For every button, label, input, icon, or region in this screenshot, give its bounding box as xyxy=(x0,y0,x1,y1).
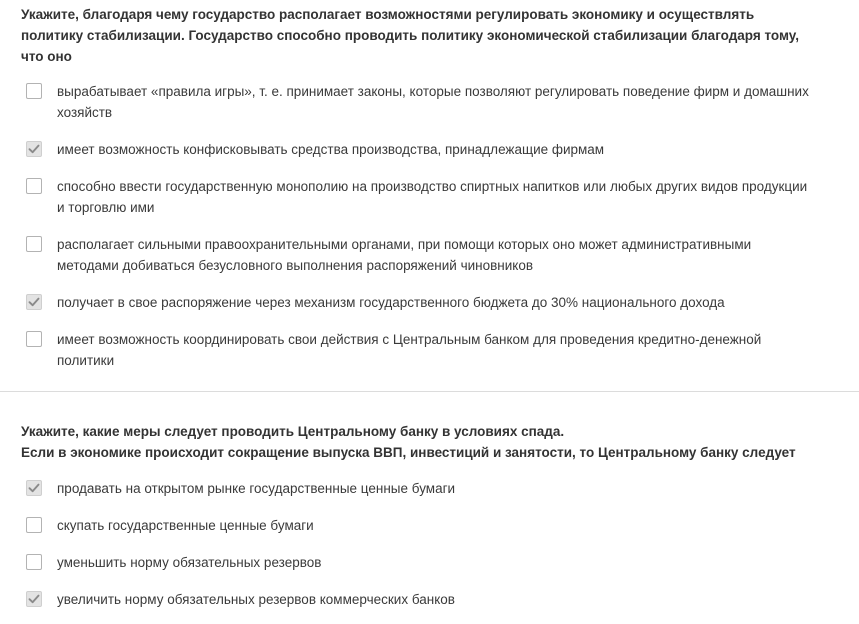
checkbox[interactable] xyxy=(26,236,42,252)
answer-option-text-line: уменьшить норму обязательных резервов xyxy=(57,555,322,570)
answer-option-label xyxy=(57,478,839,499)
answer-option-label xyxy=(57,81,839,123)
checkmark-icon xyxy=(28,593,40,605)
answer-option-label xyxy=(57,234,839,276)
question-title-line: Укажите, какие меры следует проводить Центральному банку в условиях спада. xyxy=(21,424,565,439)
answer-option-text-line: методами добиваться безусловного выполнения распоряжений чиновников xyxy=(57,258,534,273)
answer-option-label xyxy=(57,552,839,573)
answer-option-text-line: продавать на открытом рынке государственные ценные бумаги xyxy=(57,481,456,496)
answer-option-text-line: политики xyxy=(57,353,115,368)
answer-option-text-line: вырабатывает «правила игры», т. е. принимает законы, которые позволяют регулировать поведение фирм и домашних xyxy=(57,84,809,99)
checkbox[interactable] xyxy=(26,83,42,99)
answer-option-text-line: и торговлю ими xyxy=(57,200,155,215)
question-title-line: политику стабилизации. Государство способно проводить политику экономической стабилизации благодаря тому, xyxy=(21,28,800,43)
section-divider xyxy=(0,391,859,392)
answer-option-label xyxy=(57,589,839,610)
question-title-line: Укажите, благодаря чему государство располагает возможностями регулировать экономику и осуществлять xyxy=(21,7,755,22)
answer-option-text-line: способно ввести государственную монополию на производство спиртных напитков или любых других видов продукции xyxy=(57,179,808,194)
checkbox-checked[interactable] xyxy=(26,141,42,157)
answer-option-text-line: увеличить норму обязательных резервов коммерческих банков xyxy=(57,592,455,607)
question-title-line: что оно xyxy=(21,49,72,64)
answer-option-label xyxy=(57,139,839,160)
question-title xyxy=(21,4,837,67)
checkbox[interactable] xyxy=(26,517,42,533)
checkmark-icon xyxy=(28,482,40,494)
checkmark-icon xyxy=(28,143,40,155)
checkbox[interactable] xyxy=(26,331,42,347)
question-title-line: Если в экономике происходит сокращение выпуска ВВП, инвестиций и занятости, то Центральному банку следует xyxy=(21,445,796,460)
answer-option-text-line: располагает сильными правоохранительными органами, при помощи которых оно может административными xyxy=(57,237,752,252)
checkbox-checked[interactable] xyxy=(26,294,42,310)
answer-option-label xyxy=(57,329,839,371)
question-title xyxy=(21,421,837,463)
answer-option-label xyxy=(57,292,839,313)
answer-option-text-line: получает в свое распоряжение через механизм государственного бюджета до 30% национального дохода xyxy=(57,295,725,310)
checkbox-checked[interactable] xyxy=(26,480,42,496)
checkmark-icon xyxy=(28,296,40,308)
checkbox[interactable] xyxy=(26,554,42,570)
checkbox[interactable] xyxy=(26,178,42,194)
checkbox-checked[interactable] xyxy=(26,591,42,607)
answer-option-text-line: имеет возможность координировать свои действия с Центральным банком для проведения кредитно-денежной xyxy=(57,332,762,347)
answer-option-label xyxy=(57,176,839,218)
answer-option-text-line: скупать государственные ценные бумаги xyxy=(57,518,314,533)
answer-option-text-line: имеет возможность конфисковывать средства производства, принадлежащие фирмам xyxy=(57,142,605,157)
answer-option-label xyxy=(57,515,839,536)
answer-option-text-line: хозяйств xyxy=(57,105,113,120)
